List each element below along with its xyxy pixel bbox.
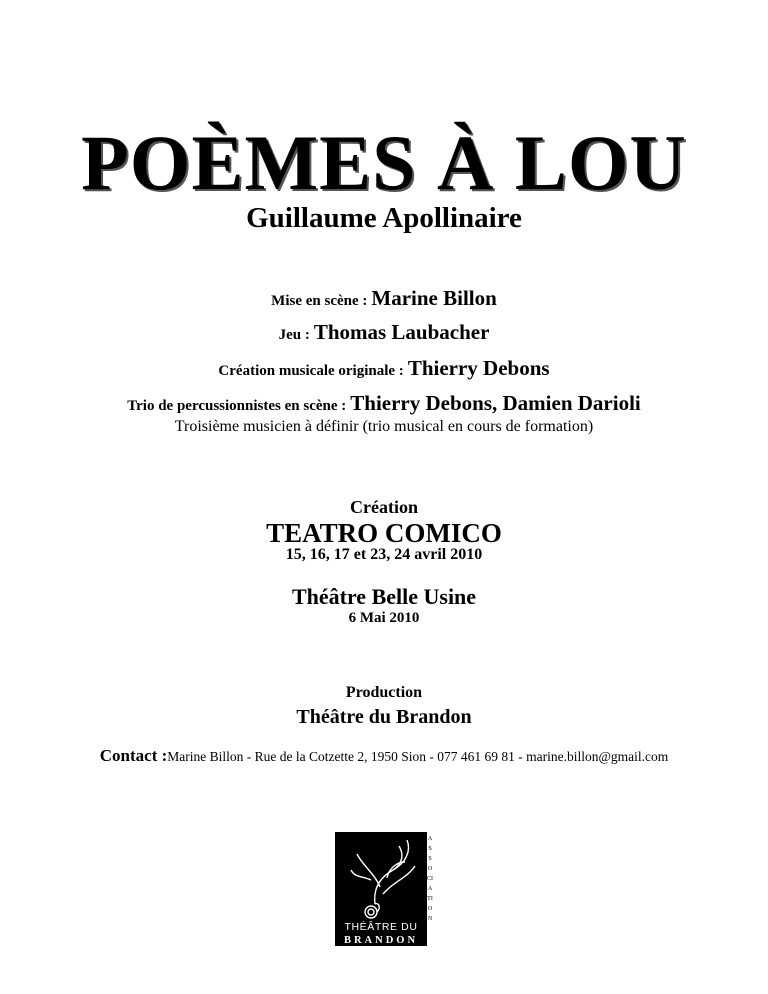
contact-line <box>0 745 768 768</box>
credit-value: Thierry Debons <box>350 391 493 415</box>
creation-label: Création <box>350 497 418 517</box>
credit-value: Thomas Laubacher <box>313 320 490 344</box>
credit-label: Mise en scène : <box>271 293 368 309</box>
logo-text-line1: THÉÂTRE DU <box>344 921 418 933</box>
second-venue: Théâtre Belle Usine <box>291 584 477 609</box>
second-venue-date: 6 Mai 2010 <box>348 610 420 626</box>
credit-direction <box>0 284 768 315</box>
credit-label: Création musicale originale : <box>218 363 404 379</box>
credit-acting <box>0 318 768 349</box>
credit-label: Trio de percussionnistes en scène : <box>127 398 347 414</box>
production-label: Production <box>345 684 423 701</box>
credit-separator: , <box>492 391 503 415</box>
creation-venue: TEATRO COMICO <box>266 518 502 548</box>
credit-value-2: Damien Darioli <box>502 391 641 415</box>
credits-note: Troisième musicien à définir (trio musical en cours de formation) <box>174 418 594 435</box>
credit-music <box>0 354 768 385</box>
credit-label: Jeu : <box>278 327 310 343</box>
logo-vertical-text: ASSOCIATION <box>427 836 433 922</box>
logo-text-line2: BRANDON <box>343 935 419 946</box>
production-name: Théâtre du Brandon <box>296 706 472 728</box>
author-name: Guillaume Apollinaire <box>246 202 522 234</box>
credit-value: Marine Billon <box>371 286 497 310</box>
contact-label: Contact : <box>99 746 168 765</box>
credit-value: Thierry Debons <box>407 356 550 380</box>
theatre-du-brandon-logo <box>335 832 433 946</box>
show-title: POÈMES À LOU <box>81 119 687 206</box>
creation-dates: 15, 16, 17 et 23, 24 avril 2010 <box>285 546 483 563</box>
contact-details: Marine Billon - Rue de la Cotzette 2, 1950 Sion - 077 461 69 81 - marine.billon@gmail.com <box>167 749 669 764</box>
